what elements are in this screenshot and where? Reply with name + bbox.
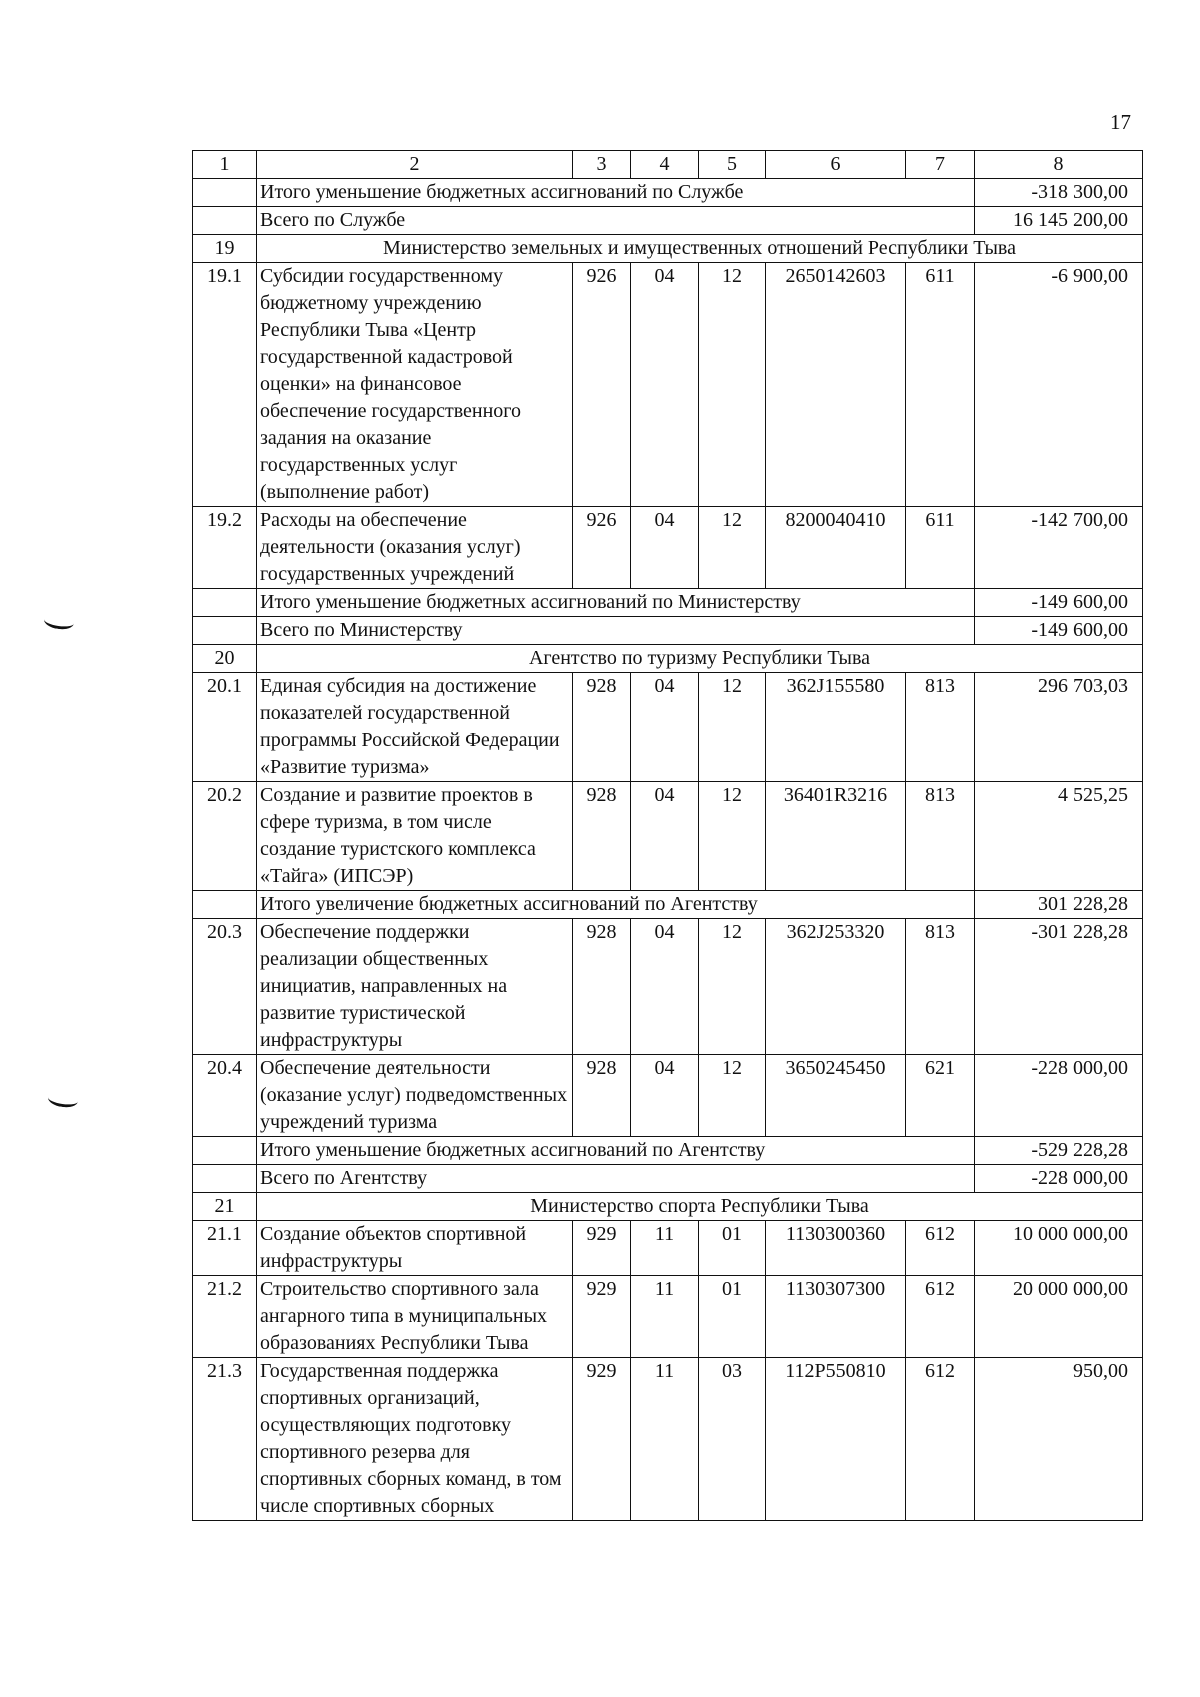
table-row — [193, 507, 1143, 589]
scan-mark — [43, 612, 75, 631]
table-row — [193, 263, 1143, 507]
column-header: 4 — [631, 151, 699, 179]
ministry-code-cell: 929 — [573, 1358, 631, 1521]
row-number: 20.4 — [193, 1055, 257, 1137]
ministry-code-cell: 929 — [573, 1276, 631, 1358]
ministry-code-cell: 928 — [573, 782, 631, 891]
subsection-code-cell: 03 — [699, 1358, 766, 1521]
description-cell: Государственная поддержка спортивных организаций, осуществляющих подготовку спортивного резерва для спортивных сборных команд, в том числе спортивных сборных — [257, 1358, 573, 1521]
amount-cell: -318 300,00 — [975, 179, 1143, 207]
section-code-cell: 11 — [631, 1276, 699, 1358]
description-cell: Единая субсидия на достижение показателей государственной программы Российской Федерации «Развитие туризма» — [257, 673, 573, 782]
subsection-code-cell: 12 — [699, 673, 766, 782]
table-body — [193, 151, 1143, 1521]
amount-cell: 16 145 200,00 — [975, 207, 1143, 235]
section-title: Министерство спорта Республики Тыва — [257, 1193, 1143, 1221]
row-number — [193, 891, 257, 919]
row-number: 20.2 — [193, 782, 257, 891]
expense-type-cell: 611 — [906, 263, 975, 507]
row-number: 21.3 — [193, 1358, 257, 1521]
amount-cell: 950,00 — [975, 1358, 1143, 1521]
expense-type-cell: 611 — [906, 507, 975, 589]
column-header: 6 — [766, 151, 906, 179]
section-code-cell: 11 — [631, 1358, 699, 1521]
section-number: 19 — [193, 235, 257, 263]
ministry-code-cell: 928 — [573, 919, 631, 1055]
subsection-code-cell: 01 — [699, 1276, 766, 1358]
summary-label: Итого уменьшение бюджетных ассигнований по Службе — [257, 179, 975, 207]
target-article-cell: 362J253320 — [766, 919, 906, 1055]
amount-cell: -6 900,00 — [975, 263, 1143, 507]
target-article-cell: 1130300360 — [766, 1221, 906, 1276]
row-number — [193, 1165, 257, 1193]
amount-cell: -529 228,28 — [975, 1137, 1143, 1165]
amount-cell: -149 600,00 — [975, 589, 1143, 617]
ministry-code-cell: 926 — [573, 507, 631, 589]
section-number: 20 — [193, 645, 257, 673]
column-header: 1 — [193, 151, 257, 179]
amount-cell: 20 000 000,00 — [975, 1276, 1143, 1358]
scan-mark — [47, 1090, 79, 1109]
target-article-cell: 2650142603 — [766, 263, 906, 507]
ministry-code-cell: 928 — [573, 673, 631, 782]
section-code-cell: 04 — [631, 263, 699, 507]
description-cell: Субсидии государственному бюджетному учреждению Республики Тыва «Центр государственной кадастровой оценки» на финансовое обеспечение государственного задания на оказание государственных услуг (выполнение работ) — [257, 263, 573, 507]
section-code-cell: 04 — [631, 507, 699, 589]
table-row — [193, 1221, 1143, 1276]
description-cell: Строительство спортивного зала ангарного типа в муниципальных образованиях Республики Тыва — [257, 1276, 573, 1358]
summary-label: Всего по Министерству — [257, 617, 975, 645]
row-number — [193, 617, 257, 645]
table-row — [193, 1055, 1143, 1137]
summary-label: Всего по Агентству — [257, 1165, 975, 1193]
row-number — [193, 179, 257, 207]
description-cell: Обеспечение деятельности (оказание услуг) подведомственных учреждений туризма — [257, 1055, 573, 1137]
expense-type-cell: 813 — [906, 782, 975, 891]
expense-type-cell: 612 — [906, 1221, 975, 1276]
ministry-code-cell: 929 — [573, 1221, 631, 1276]
subsection-code-cell: 12 — [699, 1055, 766, 1137]
section-code-cell: 04 — [631, 919, 699, 1055]
row-number: 19.1 — [193, 263, 257, 507]
section-row — [193, 1193, 1143, 1221]
summary-row — [193, 589, 1143, 617]
column-header: 3 — [573, 151, 631, 179]
table-row — [193, 673, 1143, 782]
row-number — [193, 1137, 257, 1165]
amount-cell: -228 000,00 — [975, 1165, 1143, 1193]
page-number: 17 — [1110, 110, 1131, 134]
target-article-cell: 1130307300 — [766, 1276, 906, 1358]
section-row — [193, 235, 1143, 263]
description-cell: Обеспечение поддержки реализации общественных инициатив, направленных на развитие туристической инфраструктуры — [257, 919, 573, 1055]
table-row — [193, 919, 1143, 1055]
ministry-code-cell: 926 — [573, 263, 631, 507]
row-number: 19.2 — [193, 507, 257, 589]
row-number — [193, 207, 257, 235]
section-row — [193, 645, 1143, 673]
expense-type-cell: 621 — [906, 1055, 975, 1137]
row-number: 20.3 — [193, 919, 257, 1055]
target-article-cell: 8200040410 — [766, 507, 906, 589]
subsection-code-cell: 12 — [699, 919, 766, 1055]
expense-type-cell: 612 — [906, 1276, 975, 1358]
summary-row — [193, 207, 1143, 235]
row-number: 21.2 — [193, 1276, 257, 1358]
expense-type-cell: 612 — [906, 1358, 975, 1521]
amount-cell: 296 703,03 — [975, 673, 1143, 782]
amount-cell: -301 228,28 — [975, 919, 1143, 1055]
column-header: 8 — [975, 151, 1143, 179]
summary-row — [193, 891, 1143, 919]
section-title: Министерство земельных и имущественных отношений Республики Тыва — [257, 235, 1143, 263]
header-row — [193, 151, 1143, 179]
section-code-cell: 11 — [631, 1221, 699, 1276]
description-cell: Создание объектов спортивной инфраструктуры — [257, 1221, 573, 1276]
table-row — [193, 1276, 1143, 1358]
table-row — [193, 782, 1143, 891]
summary-label: Итого уменьшение бюджетных ассигнований по Министерству — [257, 589, 975, 617]
amount-cell: 10 000 000,00 — [975, 1221, 1143, 1276]
expense-type-cell: 813 — [906, 919, 975, 1055]
row-number — [193, 589, 257, 617]
allocations-table — [192, 150, 1143, 1521]
summary-row — [193, 617, 1143, 645]
target-article-cell: 112P550810 — [766, 1358, 906, 1521]
section-number: 21 — [193, 1193, 257, 1221]
row-number: 20.1 — [193, 673, 257, 782]
ministry-code-cell: 928 — [573, 1055, 631, 1137]
summary-row — [193, 179, 1143, 207]
summary-label: Итого увеличение бюджетных ассигнований по Агентству — [257, 891, 975, 919]
amount-cell: -142 700,00 — [975, 507, 1143, 589]
amount-cell: 4 525,25 — [975, 782, 1143, 891]
summary-row — [193, 1165, 1143, 1193]
column-header: 2 — [257, 151, 573, 179]
summary-row — [193, 1137, 1143, 1165]
section-code-cell: 04 — [631, 782, 699, 891]
target-article-cell: 3650245450 — [766, 1055, 906, 1137]
description-cell: Создание и развитие проектов в сфере туризма, в том числе создание туристского комплекса «Тайга» (ИПСЭР) — [257, 782, 573, 891]
summary-label: Итого уменьшение бюджетных ассигнований по Агентству — [257, 1137, 975, 1165]
amount-cell: -228 000,00 — [975, 1055, 1143, 1137]
column-header: 7 — [906, 151, 975, 179]
description-cell: Расходы на обеспечение деятельности (оказания услуг) государственных учреждений — [257, 507, 573, 589]
row-number: 21.1 — [193, 1221, 257, 1276]
amount-cell: 301 228,28 — [975, 891, 1143, 919]
subsection-code-cell: 12 — [699, 507, 766, 589]
section-title: Агентство по туризму Республики Тыва — [257, 645, 1143, 673]
summary-label: Всего по Службе — [257, 207, 975, 235]
section-code-cell: 04 — [631, 673, 699, 782]
section-code-cell: 04 — [631, 1055, 699, 1137]
expense-type-cell: 813 — [906, 673, 975, 782]
subsection-code-cell: 12 — [699, 782, 766, 891]
table-row — [193, 1358, 1143, 1521]
subsection-code-cell: 01 — [699, 1221, 766, 1276]
amount-cell: -149 600,00 — [975, 617, 1143, 645]
target-article-cell: 362J155580 — [766, 673, 906, 782]
target-article-cell: 36401R3216 — [766, 782, 906, 891]
subsection-code-cell: 12 — [699, 263, 766, 507]
column-header: 5 — [699, 151, 766, 179]
